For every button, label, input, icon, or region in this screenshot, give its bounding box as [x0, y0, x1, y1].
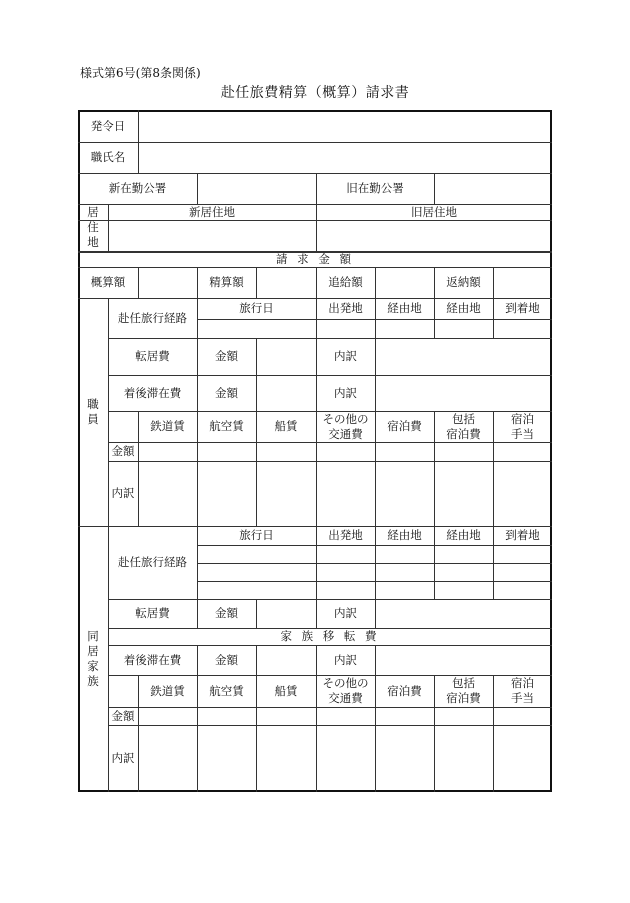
- new-residence-field[interactable]: [109, 221, 315, 250]
- staff-moving-breakdown-field[interactable]: [376, 339, 551, 374]
- family-route-label: 赴任旅行経路: [118, 555, 187, 569]
- staff-lodging-label: 宿泊費: [387, 419, 422, 433]
- family-lodging-amount-field[interactable]: [376, 708, 433, 724]
- staff-section-label: 職 員: [87, 397, 99, 426]
- staff-air-amount-field[interactable]: [198, 443, 255, 460]
- family-stay-amount-field[interactable]: [257, 646, 315, 674]
- residence-label: 居 住 地: [87, 205, 99, 249]
- family-ship-label: 船賃: [274, 683, 298, 698]
- family-moving-amount-field[interactable]: [257, 600, 315, 627]
- staff-via1-field[interactable]: [376, 320, 433, 337]
- family-via2-field[interactable]: [435, 564, 492, 580]
- staff-package-lodging-label: 包括 宿泊費: [446, 411, 481, 441]
- staff-lodging-amount-field[interactable]: [376, 443, 433, 460]
- new-office-label: 新在勤公署: [108, 181, 167, 195]
- family-moving-label: 転居費: [135, 606, 170, 620]
- form-number: 様式第6号(第8条関係): [80, 66, 201, 80]
- staff-lodging-allowance-amount-field[interactable]: [494, 443, 551, 460]
- family-breakdown-row-label: 内訳: [111, 751, 135, 765]
- staff-rail-breakdown-field[interactable]: [139, 462, 196, 525]
- staff-moving-amount-label: 金額: [215, 349, 238, 363]
- family-section-label: 同 居 家 族: [87, 629, 99, 688]
- family-departure-field[interactable]: [317, 582, 374, 598]
- family-stay-amount-label: 金額: [215, 652, 238, 667]
- family-lodging-label: 宿泊費: [387, 683, 422, 698]
- staff-package-lodging-amount-field[interactable]: [435, 443, 492, 460]
- name-title-label: 職氏名: [90, 150, 126, 164]
- staff-departure-field[interactable]: [317, 320, 374, 337]
- staff-via2-label: 経由地: [446, 301, 481, 315]
- staff-other-transport-breakdown-field[interactable]: [317, 462, 374, 525]
- staff-moving-label: 転居費: [135, 349, 170, 363]
- family-travel-date-field[interactable]: [198, 546, 315, 562]
- family-ship-amount-field[interactable]: [257, 708, 315, 724]
- family-via2-field[interactable]: [435, 582, 492, 598]
- old-residence-label: 旧居住地: [411, 204, 457, 219]
- family-arrival-field[interactable]: [494, 582, 551, 598]
- staff-ship-label: 船賃: [274, 419, 298, 433]
- staff-travel-date-label: 旅行日: [239, 301, 274, 315]
- staff-other-transport-label: その他の 交通費: [322, 411, 369, 441]
- staff-rail-label: 鉄道賃: [150, 419, 185, 433]
- additional-amount-field[interactable]: [376, 268, 433, 297]
- old-office-field[interactable]: [435, 174, 551, 203]
- family-rail-breakdown-field[interactable]: [139, 726, 196, 791]
- issue-date-label: 発令日: [90, 118, 126, 133]
- page-title: 赴任旅費精算（概算）請求書: [220, 85, 410, 101]
- old-residence-field[interactable]: [317, 221, 551, 250]
- family-amount-row-label: 金額: [111, 708, 135, 723]
- staff-ship-breakdown-field[interactable]: [257, 462, 315, 525]
- family-via2-label: 経由地: [446, 528, 481, 542]
- family-arrival-field[interactable]: [494, 546, 551, 562]
- claim-section-title: 請 求 金 額: [276, 251, 354, 266]
- family-package-lodging-breakdown-field[interactable]: [435, 726, 492, 791]
- staff-arrival-label: 到着地: [505, 301, 540, 315]
- family-stay-breakdown-label: 内訳: [334, 652, 357, 667]
- family-air-breakdown-field[interactable]: [198, 726, 255, 791]
- family-arrival-label: 到着地: [505, 528, 540, 542]
- approx-amount-field[interactable]: [139, 268, 196, 297]
- family-air-label: 航空賃: [209, 683, 244, 698]
- staff-travel-date-field[interactable]: [198, 320, 315, 337]
- staff-lodging-allowance-label: 宿泊 手当: [511, 411, 534, 441]
- staff-stay-breakdown-field[interactable]: [376, 376, 551, 410]
- family-via2-field[interactable]: [435, 546, 492, 562]
- family-moving-breakdown-label: 内訳: [334, 606, 357, 620]
- family-rail-amount-field[interactable]: [139, 708, 196, 724]
- staff-stay-label: 着後滞在費: [123, 385, 182, 400]
- family-stay-label: 着後滞在費: [123, 652, 182, 667]
- old-office-label: 旧在勤公署: [346, 181, 404, 195]
- staff-breakdown-row-label: 内訳: [111, 486, 135, 500]
- family-other-transport-amount-field[interactable]: [317, 708, 374, 724]
- staff-other-transport-amount-field[interactable]: [317, 443, 374, 460]
- family-package-lodging-label: 包括 宿泊費: [446, 676, 481, 705]
- family-departure-field[interactable]: [317, 546, 374, 562]
- staff-moving-breakdown-label: 内訳: [334, 349, 357, 363]
- family-lodging-allowance-label: 宿泊 手当: [511, 676, 534, 705]
- staff-lodging-allowance-breakdown-field[interactable]: [494, 462, 551, 525]
- family-via1-field[interactable]: [376, 582, 433, 598]
- additional-amount-label: 追給額: [328, 275, 363, 289]
- family-arrival-field[interactable]: [494, 564, 551, 580]
- staff-lodging-breakdown-field[interactable]: [376, 462, 433, 525]
- family-family-moving-title: 家 族 移 転 費: [280, 629, 380, 643]
- settle-amount-label: 精算額: [209, 275, 244, 289]
- family-travel-date-field[interactable]: [198, 582, 315, 598]
- staff-arrival-field[interactable]: [494, 320, 551, 337]
- settle-amount-field[interactable]: [257, 268, 315, 297]
- staff-air-label: 航空賃: [209, 419, 244, 433]
- issue-date-field[interactable]: [139, 111, 551, 141]
- family-travel-date-field[interactable]: [198, 564, 315, 580]
- family-other-transport-breakdown-field[interactable]: [317, 726, 374, 791]
- staff-moving-amount-field[interactable]: [257, 339, 315, 374]
- staff-stay-amount-field[interactable]: [257, 376, 315, 410]
- family-departure-label: 出発地: [328, 528, 363, 542]
- family-package-lodging-amount-field[interactable]: [435, 708, 492, 724]
- staff-stay-breakdown-label: 内訳: [334, 385, 357, 400]
- new-residence-label: 新居住地: [189, 204, 235, 219]
- family-moving-breakdown-field[interactable]: [376, 600, 551, 627]
- staff-amount-row-label: 金額: [111, 444, 135, 458]
- name-title-field[interactable]: [139, 143, 551, 172]
- family-air-amount-field[interactable]: [198, 708, 255, 724]
- family-stay-breakdown-field[interactable]: [376, 646, 551, 674]
- staff-package-lodging-breakdown-field[interactable]: [435, 462, 492, 525]
- family-via1-field[interactable]: [376, 564, 433, 580]
- family-ship-breakdown-field[interactable]: [257, 726, 315, 791]
- family-travel-date-label: 旅行日: [239, 528, 274, 542]
- staff-route-label: 赴任旅行経路: [118, 310, 187, 325]
- family-lodging-allowance-breakdown-field[interactable]: [494, 726, 551, 791]
- refund-amount-field[interactable]: [494, 268, 551, 297]
- staff-via1-label: 経由地: [387, 301, 422, 315]
- staff-air-breakdown-field[interactable]: [198, 462, 255, 525]
- refund-amount-label: 返納額: [446, 275, 481, 289]
- family-rail-label: 鉄道賃: [150, 683, 185, 698]
- family-departure-field[interactable]: [317, 564, 374, 580]
- family-other-transport-label: その他の 交通費: [322, 676, 369, 705]
- staff-rail-amount-field[interactable]: [139, 443, 196, 460]
- family-moving-amount-label: 金額: [215, 606, 238, 620]
- staff-stay-amount-label: 金額: [215, 385, 238, 400]
- new-office-field[interactable]: [198, 174, 315, 203]
- family-via1-label: 経由地: [387, 528, 422, 542]
- staff-departure-label: 出発地: [328, 301, 363, 315]
- staff-via2-field[interactable]: [435, 320, 492, 337]
- family-lodging-breakdown-field[interactable]: [376, 726, 433, 791]
- family-lodging-allowance-amount-field[interactable]: [494, 708, 551, 724]
- staff-ship-amount-field[interactable]: [257, 443, 315, 460]
- approx-amount-label: 概算額: [90, 275, 126, 289]
- family-via1-field[interactable]: [376, 546, 433, 562]
